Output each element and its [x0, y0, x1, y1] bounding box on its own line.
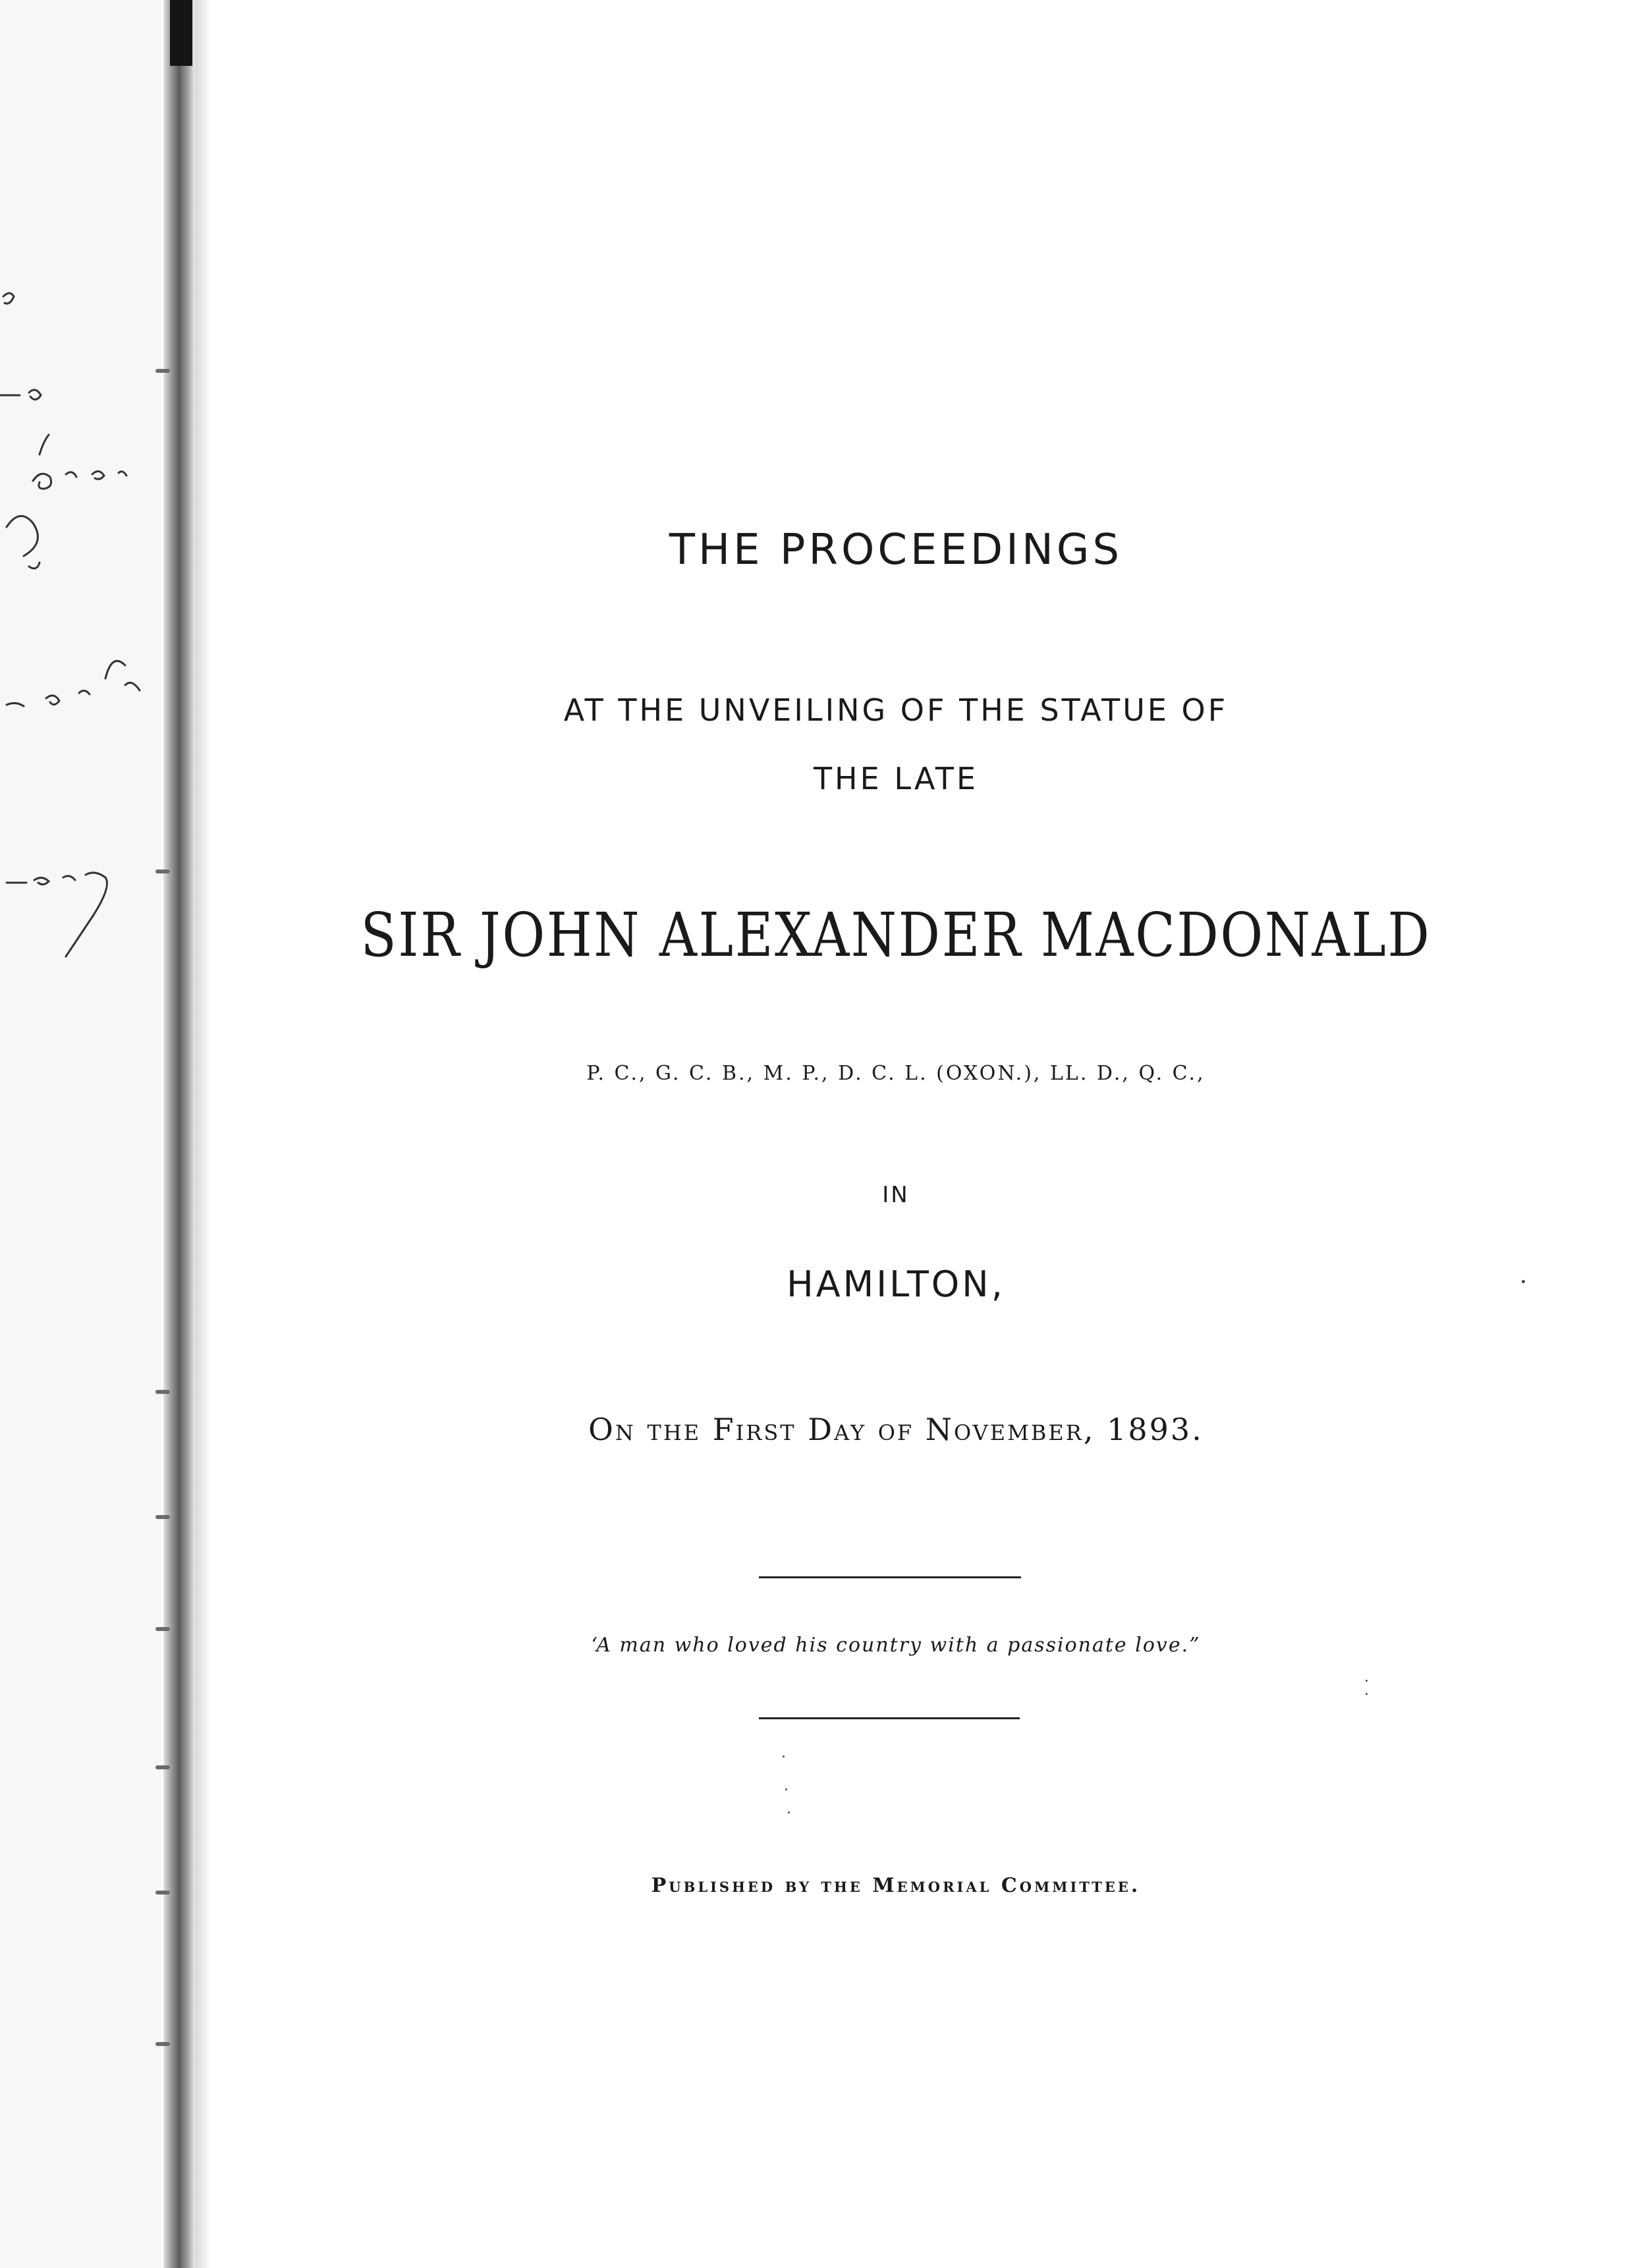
gutter-shadow	[195, 0, 211, 2268]
paper-speck	[785, 1788, 787, 1790]
binding-stitch	[155, 1765, 170, 1769]
paper-speck	[1366, 1680, 1368, 1682]
paper-speck	[1366, 1693, 1368, 1695]
handwritten-annotation	[0, 277, 158, 1001]
binding-stitch	[155, 1390, 170, 1394]
binding-stitch	[155, 1515, 170, 1519]
paper-speck	[783, 1756, 785, 1757]
honours-line: P. C., G. C. B., M. P., D. C. L. (OXON.), LL. D., Q. C.,	[586, 1062, 1205, 1085]
subject-name: SIR JOHN ALEXANDER MACDONALD	[360, 900, 1431, 970]
preposition-line: IN	[882, 1182, 910, 1208]
book-binding-gutter	[163, 0, 195, 2268]
binding-shadow	[170, 0, 192, 66]
main-title: THE PROCEEDINGS	[669, 526, 1123, 574]
place-name: HAMILTON,	[787, 1263, 1005, 1305]
binding-stitch	[155, 2042, 170, 2046]
publisher-line: Published by the Memorial Committee.	[651, 1874, 1141, 1897]
divider-rule	[759, 1576, 1021, 1578]
subtitle-line-1: AT THE UNVEILING OF THE STATUE OF	[563, 692, 1229, 728]
divider-rule	[759, 1717, 1020, 1719]
binding-stitch	[155, 1891, 170, 1895]
paper-speck	[788, 1812, 790, 1813]
binding-stitch	[155, 1627, 170, 1631]
subtitle-line-2: THE LATE	[813, 761, 979, 796]
date-line: On the First Day of November, 1893.	[588, 1412, 1204, 1447]
epigraph-quote: ‘A man who loved his country with a passionate love.”	[591, 1634, 1201, 1657]
